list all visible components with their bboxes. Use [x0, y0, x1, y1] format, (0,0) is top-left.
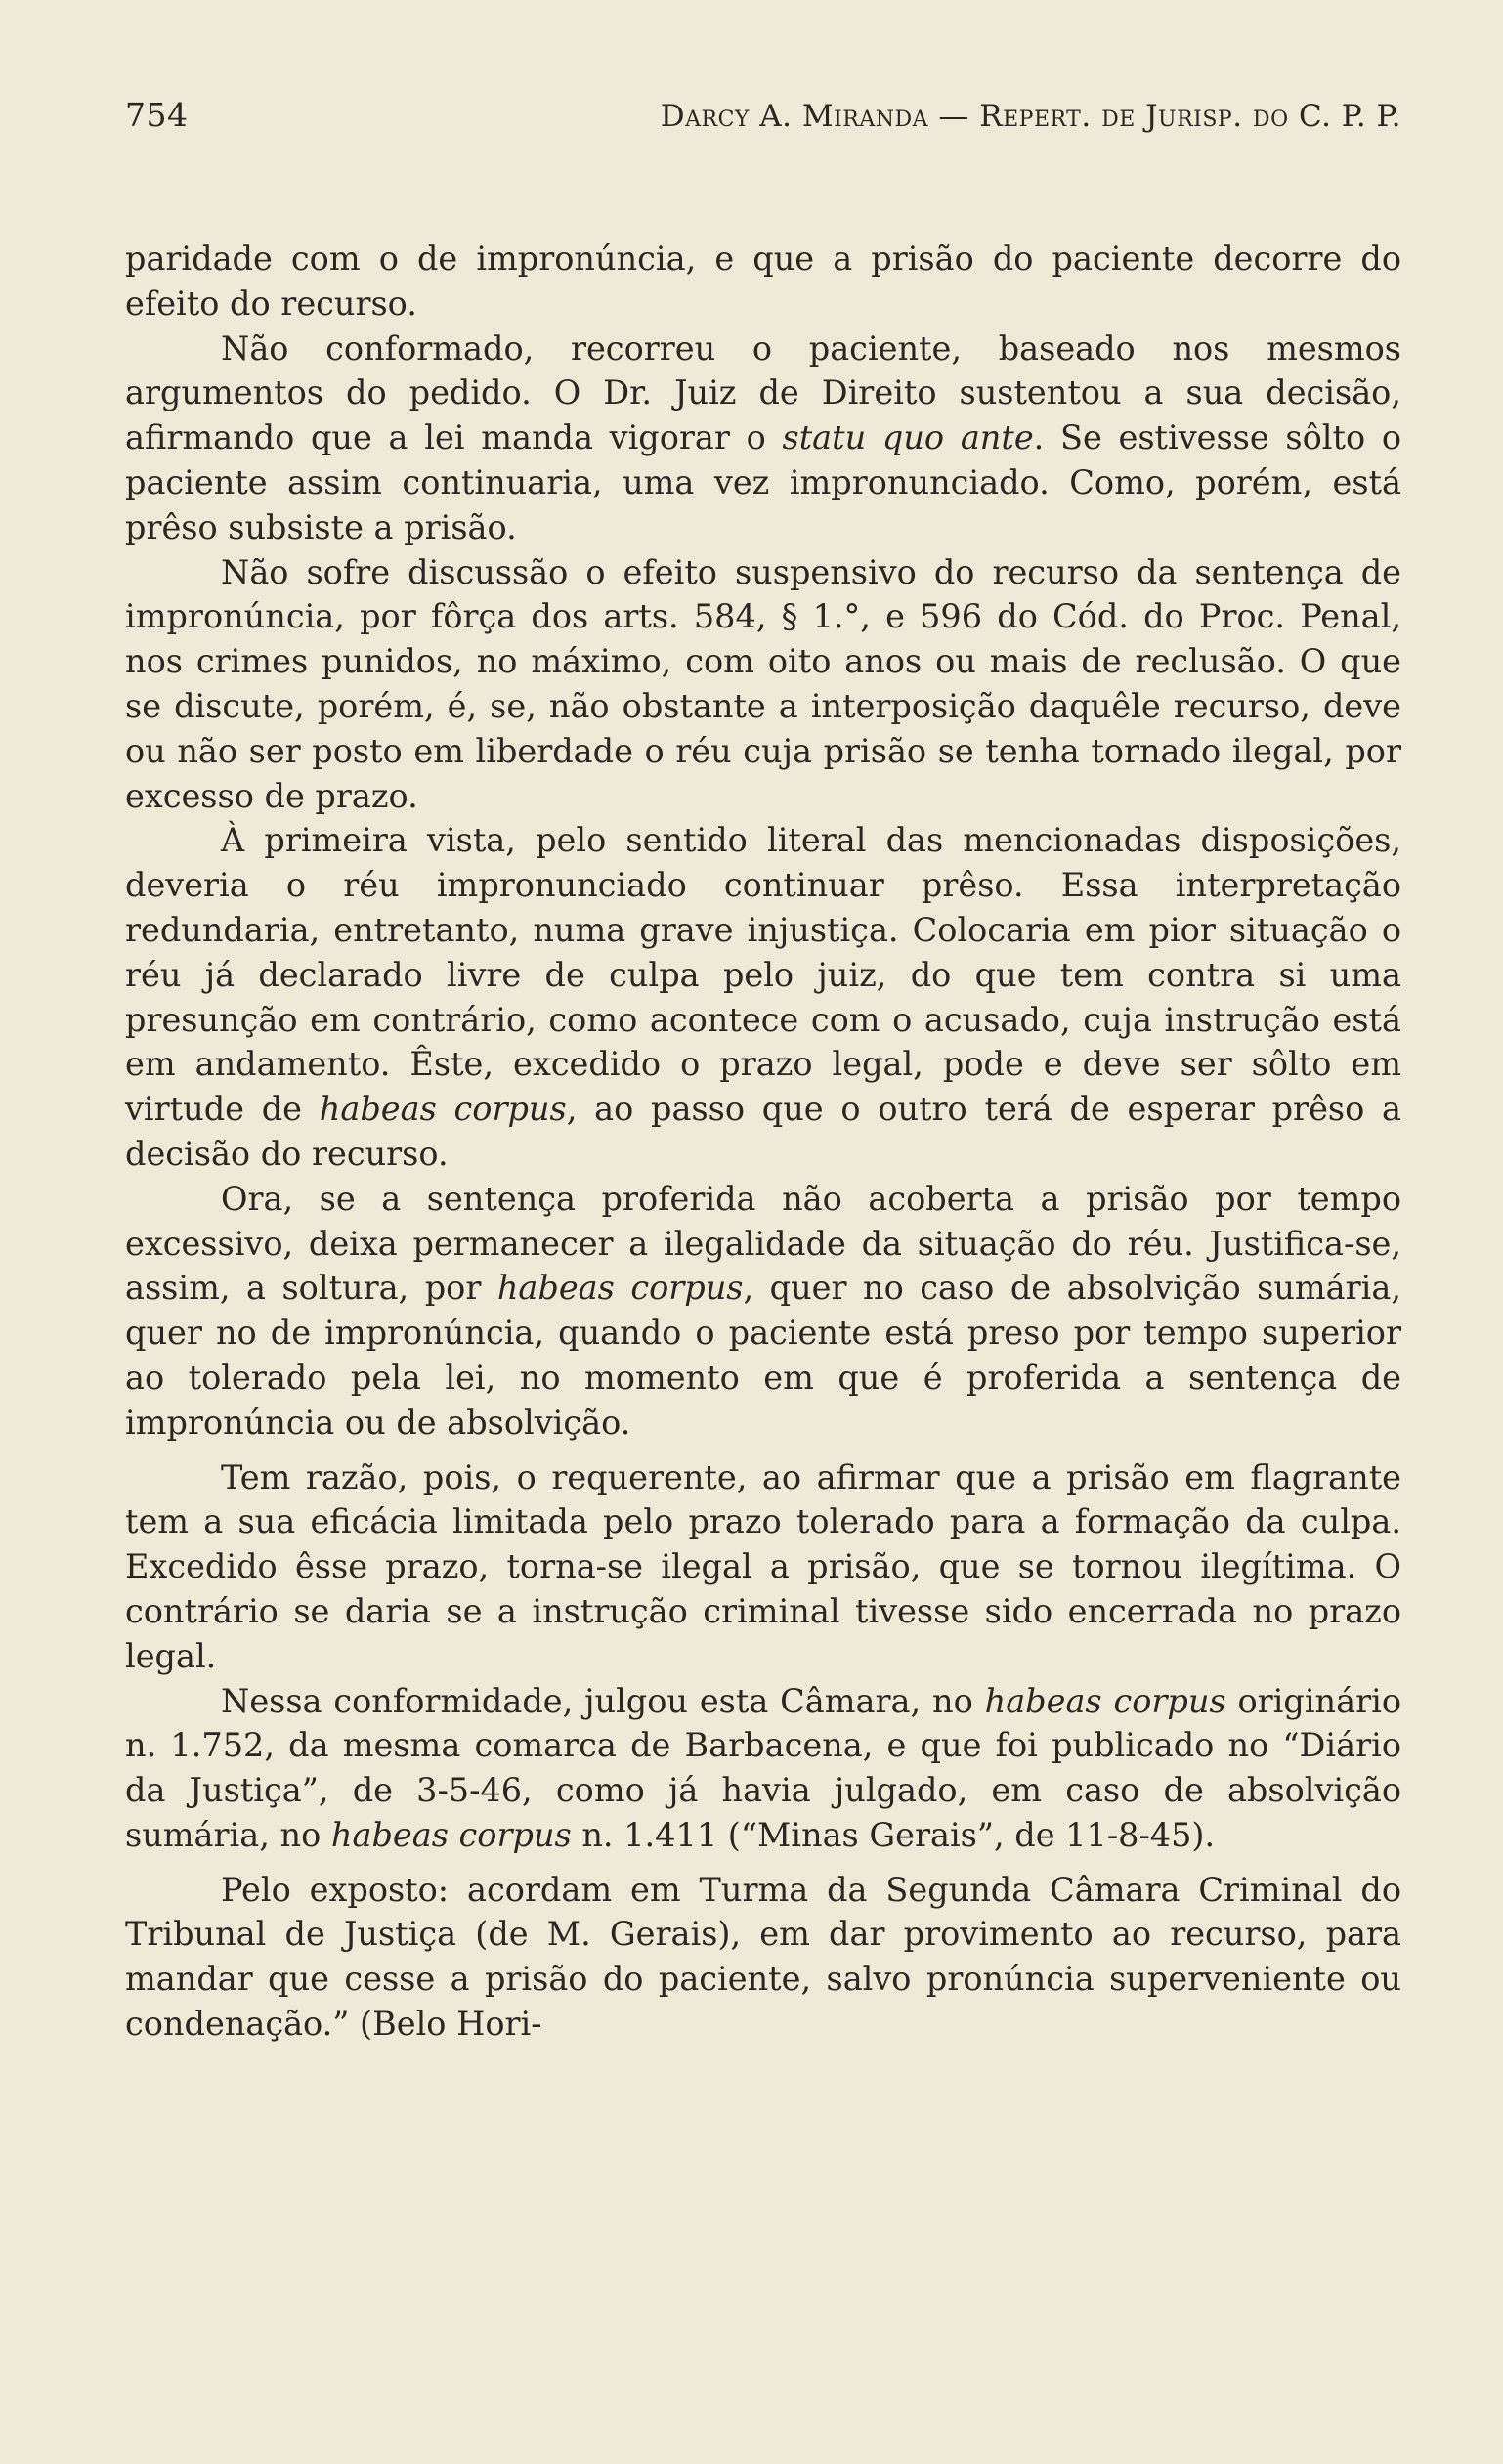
text-run: Ora, se a sentença proferida não acoberta a prisão por tempo excessivo, deixa permanecer a ilegalidade da situação do réu. Justifica-se, assim, a soltura, por [125, 1179, 1401, 1308]
text-run: n. 1.411 (“Minas Gerais”, de 11-8-45). [571, 1815, 1216, 1854]
text-run: Nessa conformidade, julgou esta Câmara, no [221, 1681, 985, 1720]
text-run: Não conformado, recorreu o paciente, baseado nos mesmos argumentos do pedido. O Dr. Juiz de Direito sustentou a sua decisão, afirmando que a lei manda vigorar o [125, 328, 1401, 457]
page-number: 754 [125, 96, 189, 134]
text-run: , ao passo que o outro terá de esperar prêso a decisão do recurso. [125, 1090, 1402, 1173]
paragraph [125, 1679, 1401, 1858]
paragraph [125, 818, 1401, 1176]
text-run: À primeira vista, pelo sentido literal das mencionadas disposições, deveria o réu impronunciado continuar prêso. Essa interpretação redundaria, entretanto, numa grave injustiça. Colocaria em pior situação o réu já declarado livre de culpa pelo juiz, do que tem contra si uma presunção em contrário, como acontece com o acusado, cuja instrução está em andamento. Êste, excedido o prazo legal, pode e deve ser sôlto em virtude de [125, 821, 1401, 1129]
running-head: Darcy A. Miranda — Repert. de Jurisp. do C. P. P. [660, 99, 1401, 134]
paragraph [125, 1868, 1401, 2047]
italic-term: habeas corpus [496, 1269, 744, 1308]
text-run: originário n. 1.752, da mesma comarca de Barbacena, e que foi publicado no “Diário da Justiça”, de 3-5-46, como já havia julgado, em caso de absolvição sumária, no [125, 1681, 1402, 1854]
paragraph [125, 1177, 1401, 1446]
paragraph [125, 326, 1401, 550]
italic-term: habeas corpus [984, 1681, 1226, 1720]
text-run: Tem razão, pois, o requerente, ao afirmar que a prisão em flagrante tem a sua eficácia limitada pelo prazo tolerado para a formação da culpa. Excedido êsse prazo, torna-se ilegal a prisão, que se tornou ilegítima. O contrário se daria se a instrução criminal tivesse sido encerrada no prazo legal. [125, 1457, 1401, 1675]
text-run: . Se estivesse sôlto o paciente assim continuaria, uma vez impronunciado. Como, porém, está prêso subsiste a prisão. [125, 418, 1401, 546]
paragraph [125, 1455, 1401, 1679]
italic-term: statu quo ante [782, 418, 1034, 457]
italic-term: habeas corpus [330, 1815, 572, 1854]
page-header [125, 96, 1401, 156]
italic-term: habeas corpus [319, 1090, 567, 1129]
body-text [125, 237, 1401, 2047]
text-run: , quer no caso de absolvição sumária, quer no de impronúncia, quando o paciente está preso por tempo superior ao tolerado pela lei, no momento em que é proferida a sentença de impronúncia ou de absolvição. [125, 1269, 1401, 1442]
text-run: Pelo exposto: acordam em Turma da Segunda Câmara Criminal do Tribunal de Justiça (de M. Gerais), em dar provimento ao recurso, para mandar que cesse a prisão do paciente, salvo pronúncia superveniente ou condenação.” (Belo Hori- [125, 1870, 1401, 2044]
text-run: paridade com o de impronúncia, e que a prisão do paciente decorre do efeito do recurso. [125, 239, 1401, 323]
text-run: Não sofre discussão o efeito suspensivo do recurso da sentença de impronúncia, por fôrça dos arts. 584, § 1.°, e 596 do Cód. do Proc. Penal, nos crimes punidos, no máximo, com oito anos ou mais de reclusão. O que se discute, porém, é, se, não obstante a interposição daquêle recurso, deve ou não ser posto em liberdade o réu cuja prisão se tenha tornado ilegal, por excesso de prazo. [125, 552, 1401, 815]
paragraph [125, 550, 1401, 819]
paragraph [125, 237, 1401, 326]
